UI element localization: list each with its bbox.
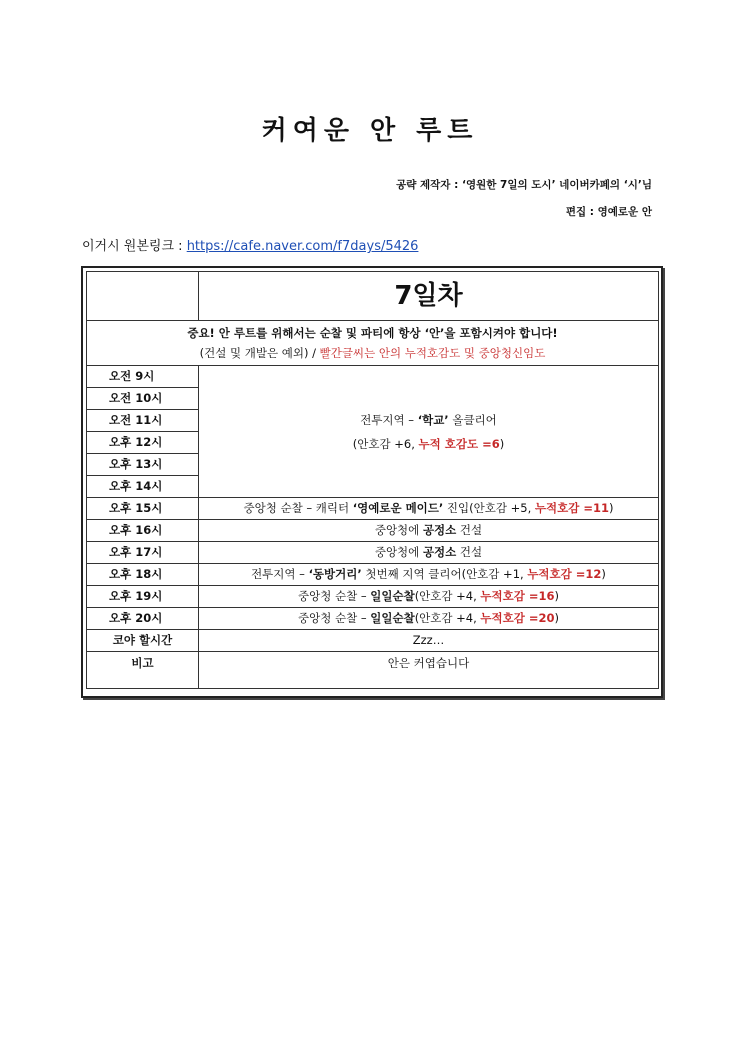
note-cell: 안은 커엽습니다 (199, 652, 659, 689)
table-row (87, 520, 659, 542)
building-name: 공정소 (422, 545, 457, 559)
area-name: ‘동방거리’ (308, 567, 362, 581)
notice-line1: 중요! 안 루트를 위해서는 순찰 및 파티에 항상 ‘안’을 포함시켜야 합니다! (187, 326, 558, 340)
time-cell: 오전 11시 (87, 410, 199, 432)
time-cell: 오전 10시 (87, 388, 199, 410)
text: 진입(안호감 +5, (443, 501, 535, 515)
text: 전투지역 – (251, 567, 309, 581)
affection-total: 누적 호감도 =6 (418, 436, 500, 451)
original-link[interactable]: https://cafe.naver.com/f7days/5426 (186, 239, 419, 254)
text: 올클리어 (448, 412, 497, 427)
affection-total: 누적호감 =20 (480, 611, 555, 625)
credit-editor: 편집 : 영예로운 안 (565, 206, 652, 218)
text: ) (554, 589, 560, 603)
text: ) (499, 436, 505, 451)
school-line1 (199, 408, 658, 432)
day-header-blank (87, 272, 199, 321)
text: (안호감 +4, (414, 611, 481, 625)
document-title: 커여운 안 루트 (261, 116, 479, 146)
time-cell: 오후 19시 (87, 586, 199, 608)
table-row (87, 542, 659, 564)
table-row (87, 608, 659, 630)
text: 중앙청에 (374, 545, 423, 559)
notice-line2-a: (건설 및 개발은 예외) / (199, 346, 320, 360)
time-cell: 오후 18시 (87, 564, 199, 586)
affection-total: 누적호감 =16 (480, 589, 555, 603)
text: ) (608, 501, 614, 515)
sleep-cell: Zzz… (199, 630, 659, 652)
text: 중앙청 순찰 – 캐릭터 (243, 501, 353, 515)
schedule-table (86, 271, 659, 689)
text: 중앙청 순찰 – (297, 589, 371, 603)
notice-line2 (87, 343, 658, 363)
table-row (87, 564, 659, 586)
patrol-name: 일일순찰 (370, 611, 415, 625)
character-name: ‘영예로운 메이드’ (352, 501, 444, 515)
text: 건설 (456, 523, 483, 537)
credit-author: 공략 제작자 : ‘영원한 7일의 도시’ 네이버카페의 ‘시’님 (396, 179, 652, 191)
affection-total: 누적호감 =11 (534, 501, 609, 515)
activity-cell (199, 586, 659, 608)
time-cell: 오전 9시 (87, 366, 199, 388)
school-name: ‘학교’ (417, 412, 449, 427)
activity-cell (199, 542, 659, 564)
text: (안호감 +4, (414, 589, 481, 603)
building-name: 공정소 (422, 523, 457, 537)
text: 첫번째 지역 클리어(안호감 +1, (361, 567, 528, 581)
time-cell: 오후 15시 (87, 498, 199, 520)
note-label: 비고 (87, 652, 199, 689)
text: 중앙청에 (374, 523, 423, 537)
affection-total: 누적호감 =12 (527, 567, 602, 581)
time-cell: 오후 14시 (87, 476, 199, 498)
time-cell: 코야 할시간 (87, 630, 199, 652)
text: 전투지역 – (360, 412, 418, 427)
text: 건설 (456, 545, 483, 559)
time-cell: 오후 13시 (87, 454, 199, 476)
table-row (87, 586, 659, 608)
time-cell: 오후 12시 (87, 432, 199, 454)
original-link-line (82, 235, 418, 254)
table-row (87, 630, 659, 652)
time-cell: 오후 17시 (87, 542, 199, 564)
table-row (87, 498, 659, 520)
day-title: 7일차 (199, 272, 659, 321)
table-row (87, 366, 659, 388)
notice-cell (87, 321, 659, 366)
original-link-label: 이거시 원본링크 : (82, 239, 187, 254)
activity-cell (199, 520, 659, 542)
activity-cell (199, 564, 659, 586)
school-line2 (199, 432, 658, 456)
text: (안호감 +6, (352, 436, 419, 451)
time-cell: 오후 16시 (87, 520, 199, 542)
time-cell: 오후 20시 (87, 608, 199, 630)
notice-row (87, 321, 659, 366)
activity-cell (199, 608, 659, 630)
note-row (87, 652, 659, 689)
notice-line2-red: 빨간글씨는 안의 누적호감도 및 중앙청신임도 (319, 346, 546, 360)
schedule-frame (81, 266, 663, 698)
school-clear-cell (199, 366, 659, 498)
text: ) (601, 567, 606, 581)
patrol-name: 일일순찰 (370, 589, 415, 603)
day-header-row (87, 272, 659, 321)
text: 중앙청 순찰 – (297, 611, 371, 625)
text: ) (554, 611, 560, 625)
activity-cell (199, 498, 659, 520)
